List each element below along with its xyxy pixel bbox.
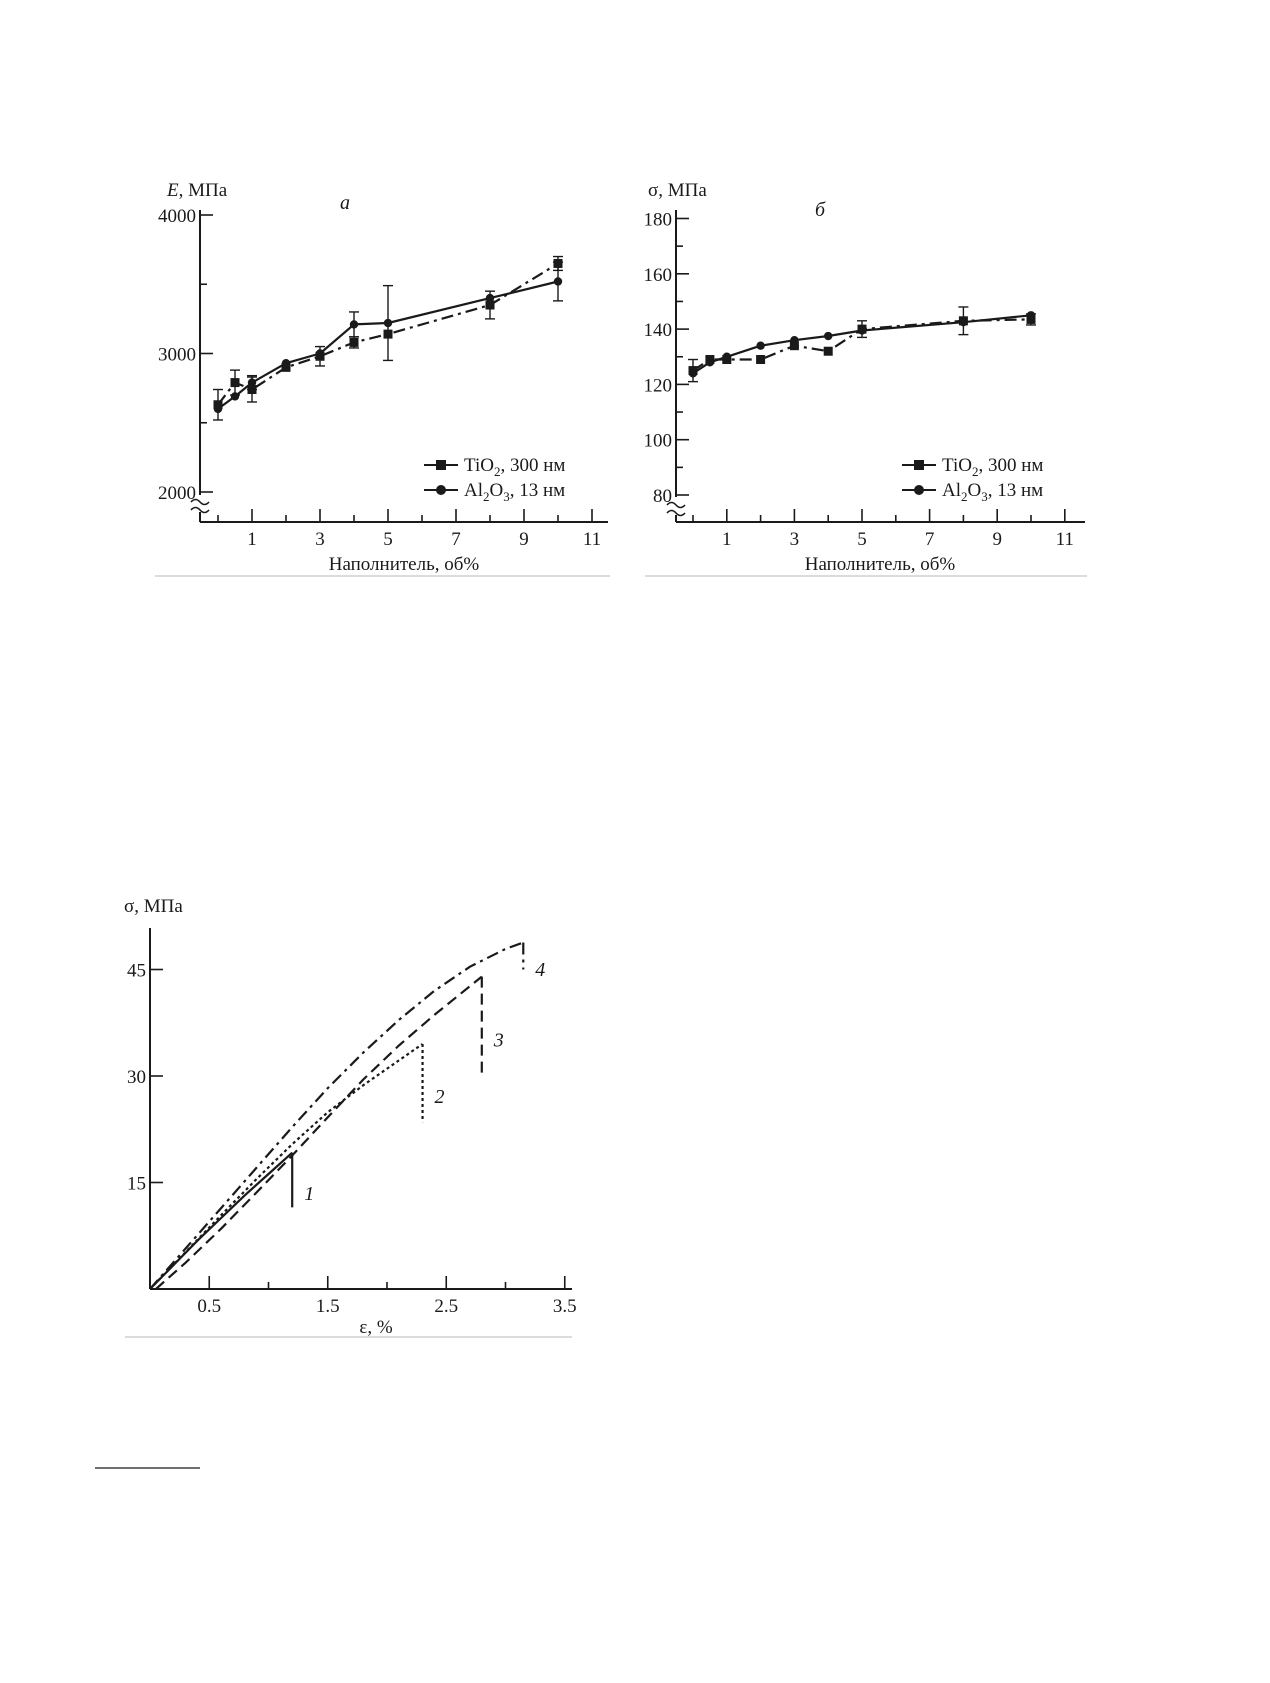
panel-c-series-line — [150, 1044, 423, 1289]
panel-b-x-tick-label: 9 — [992, 529, 1002, 550]
panel-a-legend-entry-al2o3 — [424, 480, 565, 504]
panel-a-series-2 — [214, 262, 563, 413]
panel-a-x-tick-label: 7 — [451, 529, 461, 550]
panel-c-x-tick-label: 1.5 — [315, 1296, 340, 1317]
panel-b-y-tick-label: 160 — [643, 264, 672, 286]
panel-b-y-tick-label: 140 — [643, 320, 672, 342]
panel-a-x-tick-label: 3 — [315, 529, 325, 550]
panel-a-y-label — [166, 180, 228, 201]
panel-c-series-1 — [150, 1153, 314, 1289]
panel-b-y-label-unit: , МПа — [658, 180, 707, 201]
panel-a-x-label: Наполнитель, об% — [328, 554, 480, 575]
panel-c-series — [150, 943, 545, 1290]
panel-c-series-line — [156, 977, 482, 1289]
panel-b-y-tick-label: 180 — [643, 209, 672, 231]
panel-a-point-circle — [350, 320, 358, 328]
panel-a-legend — [424, 455, 565, 504]
panel-b-x-tick-label: 5 — [857, 529, 867, 550]
panel-b-point-square — [756, 355, 765, 364]
panel-b-legend-label-tio2: TiO$_2$, 300 нм — [942, 455, 1044, 479]
chart-panel-stress-strain — [124, 896, 577, 1338]
panel-b-x-label: Наполнитель, об% — [804, 554, 956, 575]
panel-a-label: а — [340, 192, 350, 214]
panel-c-y-label-symbol: σ — [124, 896, 135, 917]
panel-b-y-tick-label: 120 — [643, 375, 672, 397]
panel-c-y-tick-label: 30 — [127, 1067, 146, 1088]
panel-c-x-label: ε, % — [359, 1317, 393, 1338]
panel-a-point-square — [350, 338, 359, 347]
panel-b-series-1 — [688, 307, 1036, 382]
panel-c-series-line — [150, 1153, 292, 1289]
panel-a-series — [213, 257, 563, 420]
panel-c-curve-label: 1 — [304, 1183, 315, 1206]
panel-b-point-circle — [723, 353, 731, 361]
panel-a-x-tick-label: 9 — [519, 529, 529, 550]
panel-a-y-tick-label: 2000 — [158, 483, 196, 504]
panel-b-point-circle — [959, 318, 967, 326]
panel-b-point-circle — [1027, 311, 1035, 319]
panel-c-x-tick-label: 0.5 — [197, 1296, 222, 1317]
panel-c-y-label — [124, 896, 183, 917]
chart-panel-a — [155, 180, 610, 576]
panel-a-point-circle — [384, 319, 392, 327]
panel-a-y-label-unit: , МПа — [178, 180, 228, 201]
panel-a-x-tick-label: 11 — [582, 529, 602, 550]
panel-b-y-tick-label: 100 — [643, 430, 672, 452]
panel-b-point-circle — [706, 358, 714, 366]
panel-a-point-circle — [316, 349, 324, 357]
panel-b-point-circle — [858, 326, 866, 334]
panel-b-x-tick-label: 11 — [1055, 529, 1074, 550]
panel-b-y-tick-label: 80 — [653, 486, 672, 507]
panel-c-series-4 — [150, 943, 545, 1290]
panel-c-curve-label: 4 — [535, 959, 546, 982]
panel-a-point-circle — [282, 359, 290, 367]
panel-a-x-tick-label: 1 — [247, 529, 257, 550]
panel-c-x-tick-label: 2.5 — [434, 1296, 459, 1317]
panel-b-legend — [902, 455, 1043, 504]
panel-a-point-square — [231, 378, 240, 387]
panel-a-point-circle — [231, 392, 239, 400]
panel-b-y-label — [648, 180, 707, 201]
panel-b-label: б — [815, 199, 826, 221]
panel-b-point-square — [824, 347, 833, 356]
panel-b-x-tick-label: 7 — [924, 529, 935, 550]
panel-b-legend-entry-tio2 — [902, 455, 1043, 479]
panel-c-series-3 — [156, 977, 504, 1289]
panel-b-legend-label-al2o3: $Al_2O_3$, 13 нм — [942, 480, 1044, 504]
panel-b-series — [688, 307, 1036, 382]
panel-a-x-tick-label: 5 — [383, 529, 393, 550]
panel-a-legend-entry-tio2 — [424, 455, 565, 479]
panel-a-point-circle — [214, 405, 222, 413]
panel-a-point-circle — [554, 277, 562, 285]
panel-c-curve-label: 2 — [434, 1086, 445, 1109]
panel-a-legend-label-tio2: TiO$_2$, 300 нм — [464, 455, 566, 479]
panel-a-legend-label-al2o3: $Al_2O_3$, 13 нм — [464, 480, 566, 504]
panel-b-x-tick-label: 1 — [722, 529, 732, 550]
panel-a-point-circle — [486, 294, 494, 302]
chart-panel-b — [644, 180, 1088, 576]
panel-a-y-tick-label: 4000 — [158, 206, 196, 227]
panel-c-ticks — [127, 961, 577, 1318]
panel-a-point-circle — [248, 378, 256, 386]
panel-c-y-tick-label: 15 — [127, 1173, 146, 1195]
panel-c-series-line — [150, 943, 523, 1290]
panel-b-legend-entry-al2o3 — [902, 480, 1043, 504]
panel-a-y-tick-label: 3000 — [158, 344, 196, 366]
panel-b-point-circle — [756, 341, 764, 349]
panel-c-y-label-unit: , МПа — [134, 896, 183, 917]
panel-b-y-label-symbol: σ — [648, 180, 659, 201]
panel-c-series-2 — [150, 1044, 445, 1289]
panel-b-x-tick-label: 3 — [789, 529, 800, 550]
panel-c-curve-label: 3 — [493, 1029, 504, 1052]
panel-b-point-circle — [824, 332, 832, 340]
panel-c-x-tick-label: 3.5 — [552, 1296, 577, 1317]
panel-c-y-tick-label: 45 — [127, 960, 146, 982]
panel-a-y-label-symbol: E — [167, 180, 179, 201]
panel-b-point-circle — [689, 369, 697, 377]
panel-b-point-circle — [790, 336, 798, 344]
